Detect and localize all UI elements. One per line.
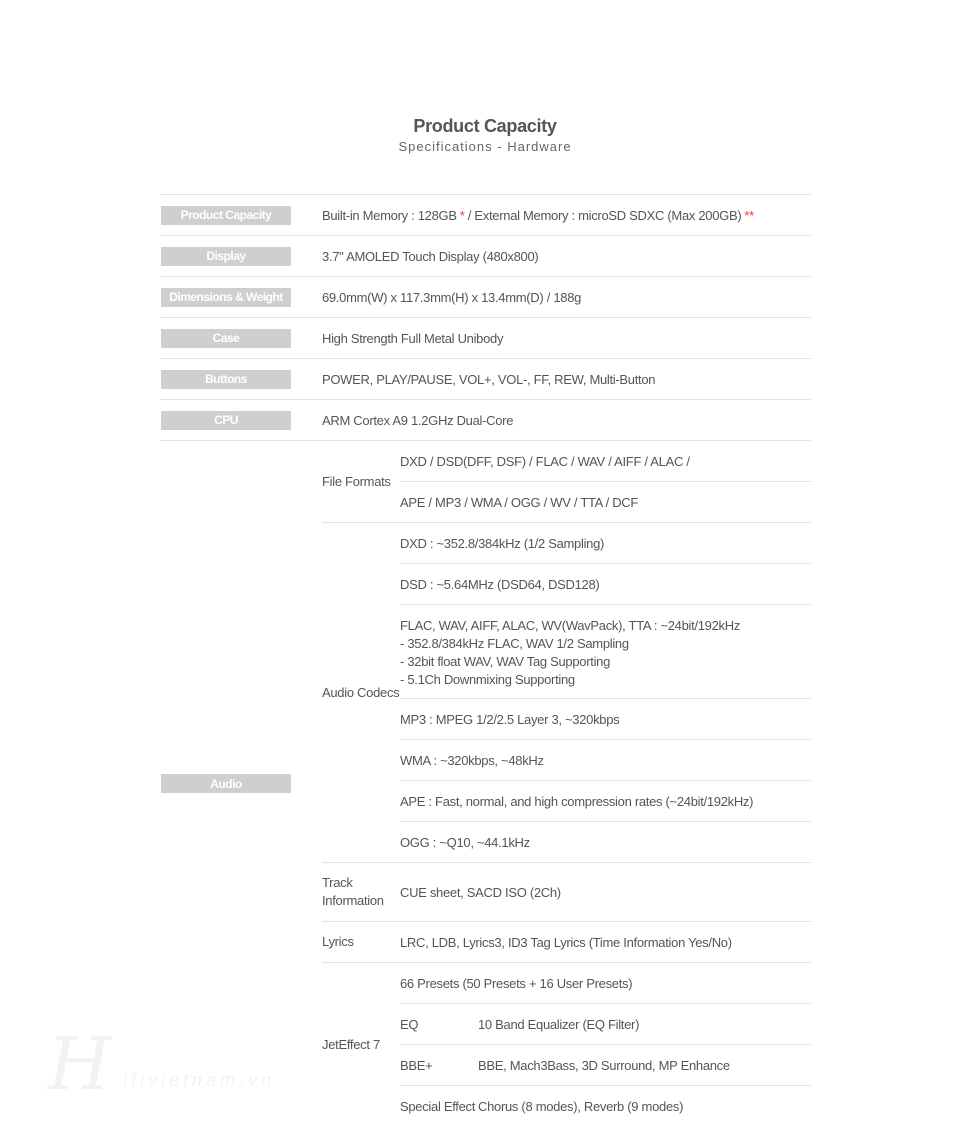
footnote-mark: * [459,207,465,223]
audio-lyrics [322,922,811,963]
spec-value: 69.0mm(W) x 117.3mm(H) x 13.4mm(D) / 188g [322,289,582,305]
sub-label: File Formats [322,473,391,489]
spec-value: Built-in Memory : 128GB * / External Memory : microSD SDXC (Max 200GB) ** [322,207,754,223]
watermark-mark: H [48,1022,111,1106]
spec-row-dimensions [160,277,811,318]
sub-value: DXD : ~352.8/384kHz (1/2 Sampling) [400,523,811,564]
spec-value: POWER, PLAY/PAUSE, VOL+, VOL-, FF, REW, Multi-Button [322,371,656,387]
sub-value-multiline: FLAC, WAV, AIFF, ALAC, WV(WavPack), TTA : ~24bit/192kHz - 352.8/384kHz FLAC, WAV 1/2 Sampling - 32bit float WAV, WAV Tag Supporting - 5.1Ch Downmixing Supporting [400,605,811,699]
sub-value: CUE sheet, SACD ISO (2Ch) [400,884,561,900]
sub-value: WMA : ~320kbps, ~48kHz [400,740,811,781]
sub-value-pair [400,1045,811,1086]
page-header [0,114,970,156]
sub-value-pair [400,1086,811,1126]
footnote-mark: ** [744,207,754,223]
watermark-logo [38,1022,308,1106]
spec-label-badge: Buttons [161,370,291,389]
watermark-text: ifivietnam.vn [123,1070,276,1090]
sub-value: APE : Fast, normal, and high compression rates (~24bit/192kHz) [400,781,811,822]
spec-label-badge: Product Capacity [161,206,291,225]
spec-row-audio [160,441,811,1126]
spec-row-buttons [160,359,811,400]
spec-label-badge: Dimensions & Weight [161,288,291,307]
audio-codecs [322,523,811,863]
sub-label: Audio Codecs [322,684,400,700]
sub-value: APE / MP3 / WMA / OGG / WV / TTA / DCF [400,494,639,510]
audio-file-formats [322,441,811,523]
pair-key: Special Effect [400,1098,476,1114]
spec-label-badge: Case [161,329,291,348]
sub-label: Lyrics [322,934,354,949]
spec-value: High Strength Full Metal Unibody [322,330,504,346]
spec-label-badge: CPU [161,411,291,430]
pair-value: BBE, Mach3Bass, 3D Surround, MP Enhance [478,1057,730,1073]
pair-value: 10 Band Equalizer (EQ Filter) [478,1016,640,1032]
sub-value-pair [400,1004,811,1045]
spec-label-badge: Display [161,247,291,266]
sub-value: LRC, LDB, Lyrics3, ID3 Tag Lyrics (Time Information Yes/No) [400,934,732,950]
audio-details [322,441,811,1126]
pair-value: Chorus (8 modes), Reverb (9 modes) [478,1098,684,1114]
pair-key: EQ [400,1016,419,1032]
spec-table [160,194,811,1126]
spec-row-case [160,318,811,359]
sub-value: 66 Presets (50 Presets + 16 User Presets) [400,963,811,1004]
pair-key: BBE+ [400,1057,433,1073]
sub-label: Track Information [322,875,384,908]
sub-value: OGG : ~Q10, ~44.1kHz [400,834,530,850]
sub-value: MP3 : MPEG 1/2/2.5 Layer 3, ~320kbps [400,699,811,740]
audio-jeteffect [322,963,811,1126]
spec-label-badge: Audio [161,774,291,793]
spec-row-capacity [160,195,811,236]
spec-value: 3.7" AMOLED Touch Display (480x800) [322,248,539,264]
spec-value: ARM Cortex A9 1.2GHz Dual-Core [322,412,514,428]
page-title: Product Capacity [413,116,557,136]
audio-track-information [322,863,811,922]
sub-value: DXD / DSD(DFF, DSF) / FLAC / WAV / AIFF / ALAC / [400,441,811,482]
spec-row-display [160,236,811,277]
spec-row-cpu [160,400,811,441]
sub-value: DSD : ~5.64MHz (DSD64, DSD128) [400,564,811,605]
sub-label: JetEffect 7 [322,1036,380,1052]
page-subtitle: Specifications - Hardware [398,139,572,154]
